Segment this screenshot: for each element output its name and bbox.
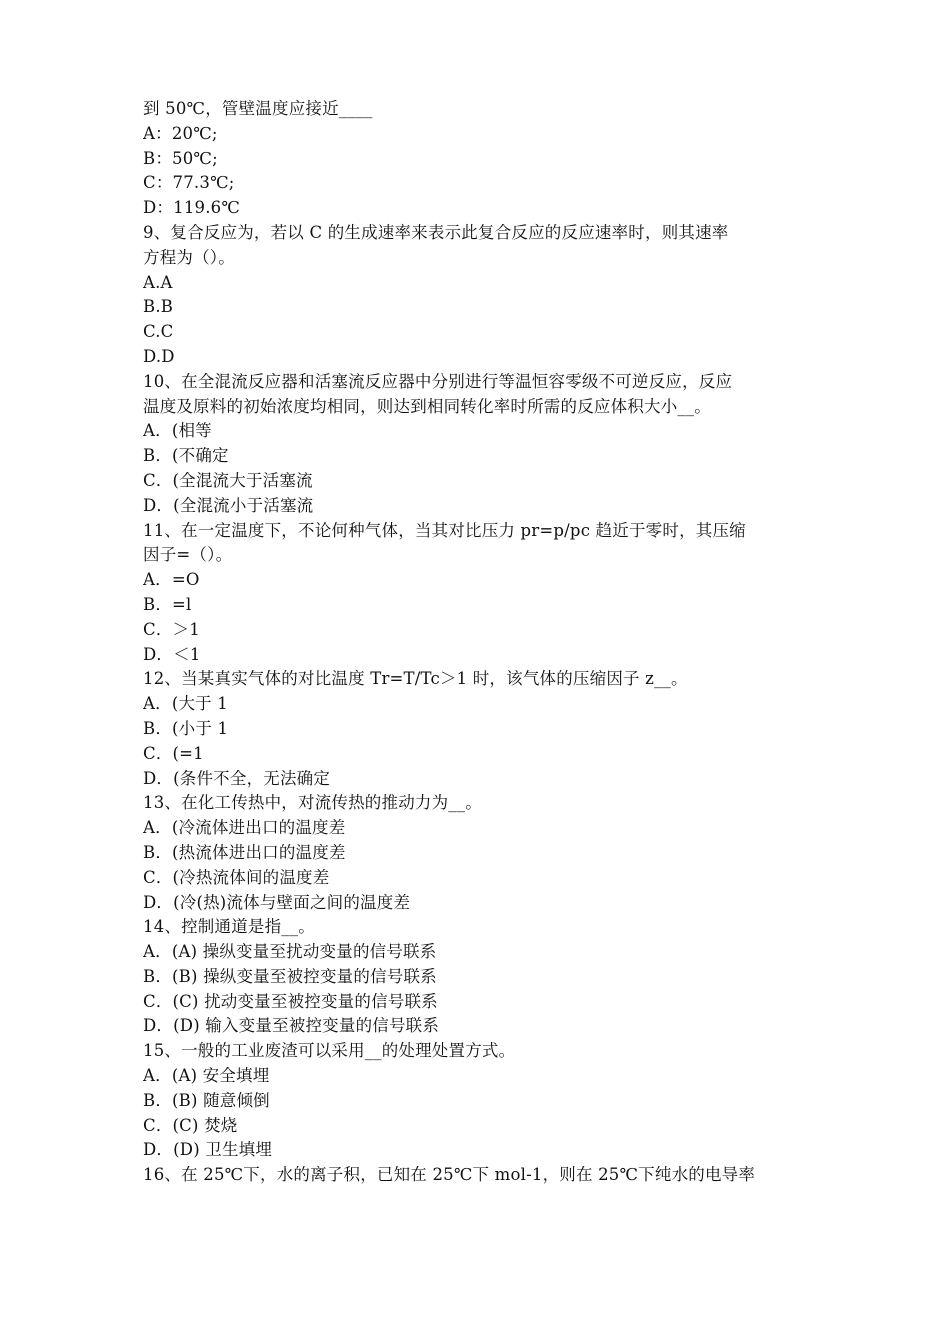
option-line: A．(冷流体进出口的温度差 [143,818,346,838]
option-line: C：77.3℃; [143,173,235,193]
text-line: 到 50℃，管壁温度应接近____ [143,99,373,118]
option-line: B．(热流体进出口的温度差 [143,842,346,862]
option-line: B．=l [143,594,192,614]
option-line: D：119.6℃ [143,198,241,218]
question-line: 10、在全混流反应器和活塞流反应器中分别进行等温恒容零级不可逆反应，反应 [143,371,733,391]
option-line: B．(B) 操纵变量至被控变量的信号联系 [143,966,437,986]
option-line: D．(全混流小于活塞流 [143,495,314,515]
document-page [143,97,811,1188]
question-line: 方程为（）。 [143,247,235,267]
option-line: A.A [143,272,173,292]
question-line: 13、在化工传热中，对流传热的推动力为__。 [143,793,482,813]
question-line: 11、在一定温度下，不论何种气体，当其对比压力 pr=p/pc 趋近于零时，其压缩 [143,520,746,540]
question-line: 12、当某真实气体的对比温度 Tr=T/Tc＞1 时，该气体的压缩因子 z__。 [143,669,688,689]
option-line: C．(冷热流体间的温度差 [143,867,330,887]
option-line: C．＞1 [143,619,200,639]
option-line: B：50℃; [143,148,218,168]
option-line: A．(相等 [143,421,212,441]
option-line: D．(D) 卫生填埋 [143,1140,273,1160]
option-line: D.D [143,346,175,366]
option-line: A．(A) 操纵变量至扰动变量的信号联系 [143,942,437,962]
question-line: 温度及原料的初始浓度均相同，则达到相同转化率时所需的反应体积大小__。 [143,396,711,416]
option-line: D．(冷(热)流体与壁面之间的温度差 [143,892,411,912]
option-line: C.C [143,322,174,342]
question-line: 15、一般的工业废渣可以采用__的处理处置方式。 [143,1041,516,1061]
question-line: 因子=（）。 [143,545,233,565]
option-line: B.B [143,297,174,317]
option-line: C．(=1 [143,743,204,763]
option-line: D．＜1 [143,644,201,664]
option-line: A．=O [143,570,200,590]
option-line: C．(全混流大于活塞流 [143,470,313,490]
option-line: A：20℃; [143,123,218,143]
option-line: B．(B) 随意倾倒 [143,1090,270,1110]
option-line: D．(D) 输入变量至被控变量的信号联系 [143,1016,440,1036]
question-line: 14、控制通道是指__。 [143,917,315,937]
question-line: 16、在 25℃下，水的离子积，已知在 25℃下 mol-1，则在 25℃下纯水的电导率 [143,1165,756,1185]
option-line: B．(不确定 [143,446,229,466]
option-line: A．(A) 安全填埋 [143,1066,270,1086]
option-line: A．(大于 1 [143,694,228,714]
question-line: 9、复合反应为，若以 C 的生成速率来表示此复合反应的反应速率时，则其速率 [143,222,729,242]
option-line: C．(C) 扰动变量至被控变量的信号联系 [143,991,438,1011]
option-line: C．(C) 焚烧 [143,1115,238,1135]
option-line: B．(小于 1 [143,718,229,738]
option-line: D．(条件不全，无法确定 [143,768,331,788]
